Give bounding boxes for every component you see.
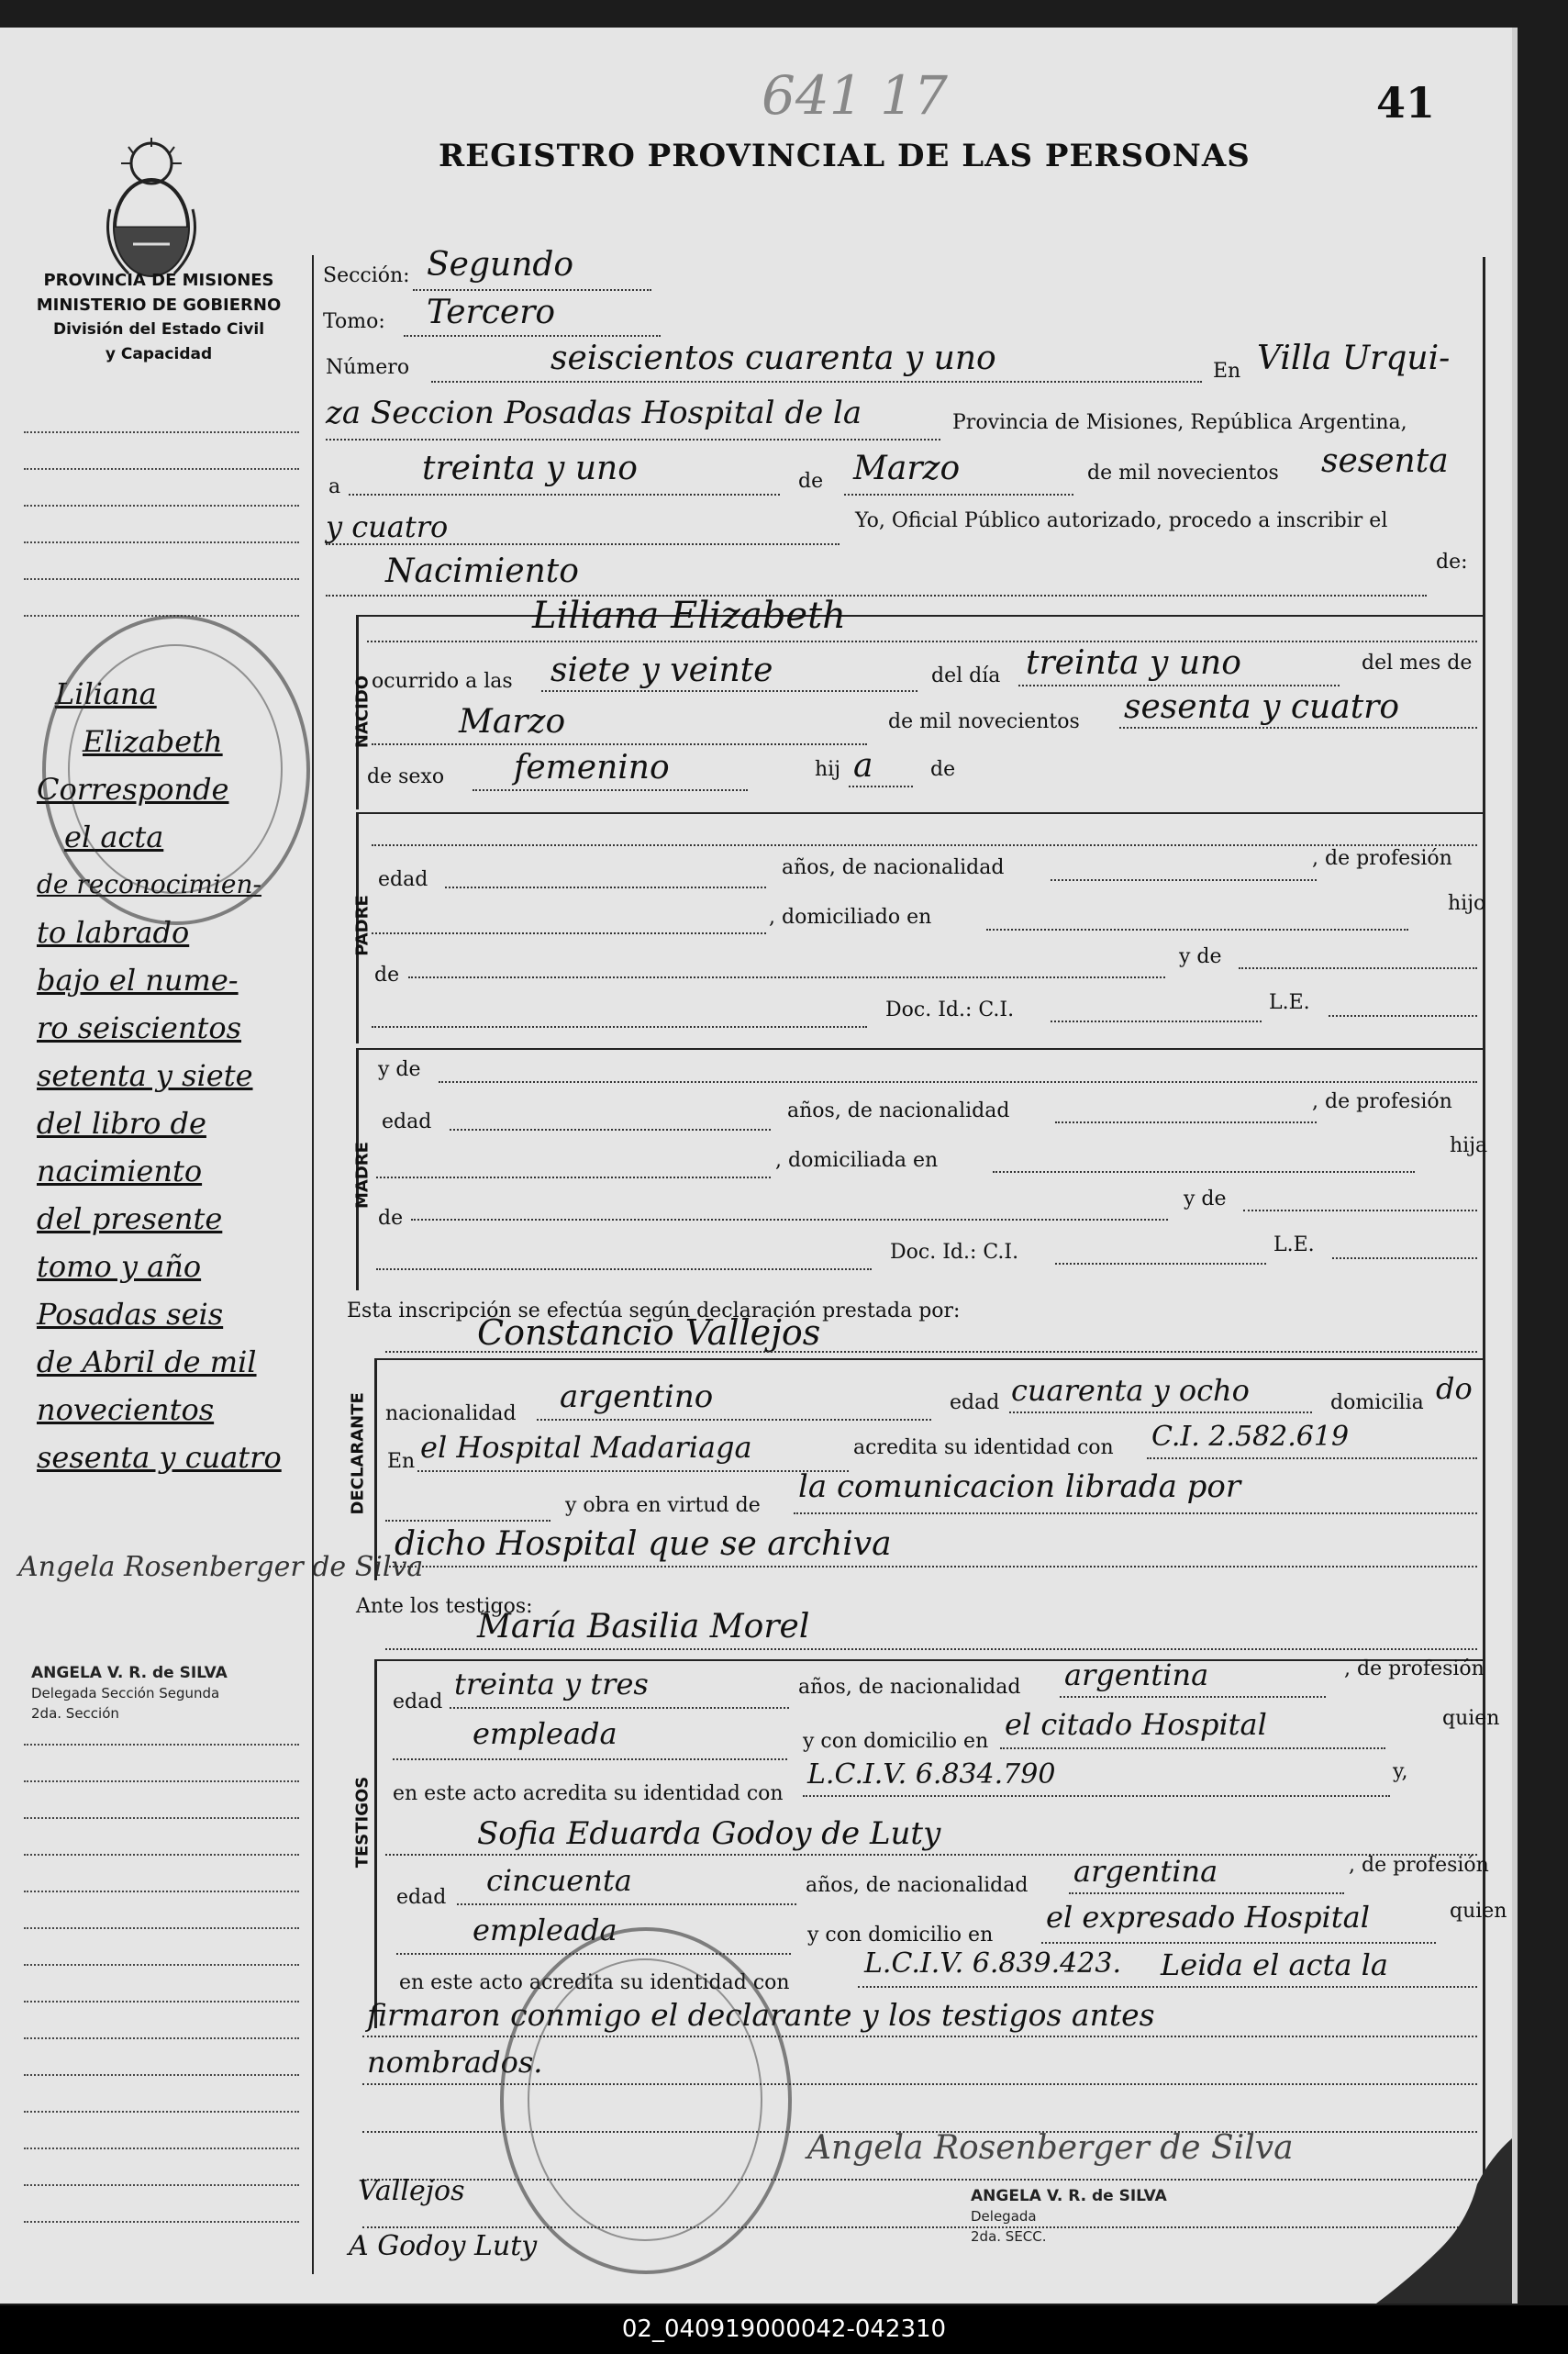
t2-nacionalidad-value: argentina xyxy=(1073,1854,1218,1889)
field-line xyxy=(362,2226,1477,2228)
margin-rule xyxy=(24,2037,299,2039)
de-label-2: de xyxy=(930,758,956,781)
numero-value: seiscientos cuarenta y uno xyxy=(550,340,996,377)
de-mil-label-2: de mil novecientos xyxy=(888,710,1080,733)
field-line xyxy=(372,1026,867,1028)
dia-nac-value: treinta y uno xyxy=(1026,644,1241,682)
y-de-label-madre-2: y de xyxy=(1184,1188,1227,1210)
domicilia-label: domicilia xyxy=(1330,1391,1424,1414)
field-line xyxy=(1041,1942,1436,1944)
field-line xyxy=(1332,1257,1477,1259)
margin-note-line: el acta xyxy=(64,820,164,854)
declarante-signature: Vallejos xyxy=(358,2175,465,2207)
field-line xyxy=(417,1470,849,1472)
field-line xyxy=(385,1351,1477,1353)
margin-note-line: nacimiento xyxy=(37,1154,203,1188)
profesion-label-t1: , de profesión xyxy=(1344,1657,1485,1680)
field-line xyxy=(445,887,766,888)
field-line xyxy=(431,381,1202,383)
nacido-label: NACIDO xyxy=(352,675,373,749)
margin-rule xyxy=(24,2184,299,2186)
mes-nac-value: Marzo xyxy=(459,703,566,741)
acto-value: Nacimiento xyxy=(385,552,579,590)
edad-label-t2: edad xyxy=(396,1886,447,1909)
anio-value-1: sesenta xyxy=(1321,442,1449,480)
field-line xyxy=(372,932,766,934)
acredita-label-decl: acredita su identidad con xyxy=(853,1436,1114,1459)
testigos-label: TESTIGOS xyxy=(352,1776,373,1869)
margin-note-line: Corresponde xyxy=(37,772,229,807)
field-line xyxy=(411,1219,1168,1221)
t1-nacionalidad-value: argentina xyxy=(1064,1657,1209,1692)
en-label: En xyxy=(1213,360,1241,383)
t1-documento-value: L.C.I.V. 6.834.790 xyxy=(807,1758,1056,1791)
de-label: de xyxy=(798,470,824,493)
acto-label-t2: en este acto acredita su identidad con xyxy=(399,1971,790,1994)
field-line xyxy=(372,743,867,745)
field-line xyxy=(993,1171,1415,1173)
decl-documento-value: C.I. 2.582.619 xyxy=(1151,1421,1350,1453)
nacionalidad-label-t1: años, de nacionalidad xyxy=(798,1676,1021,1699)
padre-label: PADRE xyxy=(352,895,373,956)
delegate-stamp-bottom xyxy=(971,2186,1167,2247)
margin-note-line: setenta y siete xyxy=(37,1058,253,1093)
field-line xyxy=(1147,1457,1477,1459)
nacionalidad-label-t2: años, de nacionalidad xyxy=(806,1874,1029,1897)
office-line: PROVINCIA DE MISIONES xyxy=(43,271,274,290)
field-line xyxy=(1009,1411,1312,1413)
nacionalidad-label-madre: años, de nacionalidad xyxy=(787,1099,1010,1122)
decl-domicilio-value: el Hospital Madariaga xyxy=(420,1430,752,1465)
field-line xyxy=(794,1512,1477,1514)
field-line xyxy=(844,494,1073,496)
testigos-intro-label: Ante los testigos: xyxy=(356,1595,533,1618)
margin-rule xyxy=(24,1744,299,1746)
field-line xyxy=(1018,685,1340,686)
field-line xyxy=(326,595,1427,597)
lugar-value-1: Villa Urqui- xyxy=(1257,340,1451,377)
y-label-t1: y, xyxy=(1393,1760,1408,1783)
edad-label-madre: edad xyxy=(382,1110,432,1133)
margin-note-line: Liliana xyxy=(55,676,157,711)
margin-signature: Angela Rosenberger de Silva xyxy=(18,1551,424,1583)
numero-label: Número xyxy=(326,356,410,379)
margin-note-line: to labrado xyxy=(37,915,190,950)
cierre-line-2: firmaron conmigo el declarante y los testigos antes xyxy=(367,1997,1155,2033)
office-line: y Capacidad xyxy=(105,345,213,363)
quien-label-t2: quien xyxy=(1450,1900,1507,1923)
field-line xyxy=(1055,1121,1317,1123)
field-line xyxy=(1069,1892,1344,1894)
ocurrido-label: ocurrido a las xyxy=(372,670,513,693)
office-line: MINISTERIO DE GOBIERNO xyxy=(36,296,282,315)
delegate-stamp xyxy=(31,1663,228,1724)
field-line xyxy=(367,641,1477,642)
stamp-line: 2da. SECC. xyxy=(971,2228,1047,2245)
field-line xyxy=(450,1707,789,1709)
hora-value: siete y veinte xyxy=(550,652,773,689)
edad-label-t1: edad xyxy=(393,1690,443,1713)
field-line xyxy=(858,1986,1477,1988)
margin-rule xyxy=(24,578,299,580)
testigo-signature: A Godoy Luty xyxy=(349,2230,538,2262)
de-colon-label: de: xyxy=(1436,551,1468,574)
margin-rule xyxy=(24,2111,299,2113)
a-label: a xyxy=(328,475,341,498)
edad-label-padre: edad xyxy=(378,868,428,891)
obra-value-2: dicho Hospital que se archiva xyxy=(395,1525,892,1563)
edad-label-decl: edad xyxy=(950,1391,1000,1414)
margin-note-line: bajo el nume- xyxy=(37,963,239,998)
seccion-label: Sección: xyxy=(323,264,410,287)
stamp-line: ANGELA V. R. de SILVA xyxy=(971,2187,1167,2205)
field-line xyxy=(408,976,1165,978)
profesion-label-t2: , de profesión xyxy=(1349,1854,1489,1877)
archive-number: 641 17 xyxy=(762,64,948,127)
field-line xyxy=(385,1648,1477,1650)
margin-rule xyxy=(24,505,299,507)
margin-note-line: tomo y año xyxy=(37,1249,202,1284)
stamp-line: Delegada Sección Segunda xyxy=(31,1685,220,1701)
field-line xyxy=(986,929,1408,931)
de-mil-label: de mil novecientos xyxy=(1087,462,1279,485)
t1-profesion-value: empleada xyxy=(473,1716,617,1751)
testigo2-name: Sofia Eduarda Godoy de Luty xyxy=(477,1815,941,1852)
margin-rule xyxy=(24,1854,299,1856)
dia-value: treinta y uno xyxy=(422,450,638,487)
margin-rule xyxy=(24,2001,299,2003)
obra-label: y obra en virtud de xyxy=(565,1494,761,1517)
field-line xyxy=(1051,879,1317,881)
t2-documento-value: L.C.I.V. 6.839.423. xyxy=(864,1947,1121,1980)
cierre-line-1: Leida el acta la xyxy=(1161,1947,1388,1982)
decl-domicilio-suffix: do xyxy=(1436,1371,1473,1406)
lugar-value-2: za Seccion Posadas Hospital de la xyxy=(326,395,862,431)
official-seal-stamp xyxy=(42,615,310,925)
margin-rule xyxy=(24,1927,299,1929)
certificate-page xyxy=(0,28,1518,2304)
nombre-value: Liliana Elizabeth xyxy=(532,595,846,637)
field-line xyxy=(1243,1210,1477,1211)
declarante-name: Constancio Vallejos xyxy=(477,1312,821,1353)
t1-edad-value: treinta y tres xyxy=(454,1667,649,1701)
y-de-label-padre: y de xyxy=(1179,945,1222,968)
hija-label: hija xyxy=(1450,1134,1488,1157)
domicilio-label-t1: y con domicilio en xyxy=(803,1730,989,1753)
acto-label-t1: en este acto acredita su identidad con xyxy=(393,1782,784,1805)
margin-note-line: sesenta y cuatro xyxy=(37,1440,282,1475)
en-label-decl: En xyxy=(387,1450,416,1473)
margin-rule xyxy=(24,2148,299,2149)
official-seal-stamp-bottom xyxy=(500,1927,792,2274)
sexo-label: de sexo xyxy=(367,765,445,788)
field-line xyxy=(1000,1747,1385,1749)
le-label-padre: L.E. xyxy=(1269,991,1310,1014)
seccion-value: Segundo xyxy=(427,246,574,284)
field-line xyxy=(413,289,651,291)
stamp-line: ANGELA V. R. de SILVA xyxy=(31,1664,228,1682)
oficial-label: Yo, Oficial Público autorizado, procedo a inscribir el xyxy=(855,509,1388,532)
field-line xyxy=(1239,967,1477,969)
margin-note-line: de reconocimien- xyxy=(37,869,261,899)
stamp-line: 2da. Sección xyxy=(31,1705,119,1722)
obra-value-1: la comunicacion librada por xyxy=(798,1468,1241,1505)
field-line xyxy=(376,1177,771,1178)
field-line xyxy=(473,789,748,791)
domicilio-label-t2: y con domicilio en xyxy=(807,1924,994,1947)
field-line xyxy=(1055,1263,1266,1265)
domiciliado-label: , domiciliado en xyxy=(769,906,932,929)
margin-note-line: novecientos xyxy=(37,1392,215,1427)
field-line xyxy=(385,1520,550,1522)
margin-rule xyxy=(24,541,299,543)
field-line xyxy=(1119,727,1477,729)
le-label-madre: L.E. xyxy=(1273,1233,1315,1256)
field-line xyxy=(457,1903,796,1905)
document-title: REGISTRO PROVINCIAL DE LAS PERSONAS xyxy=(439,138,1251,174)
margin-rule xyxy=(24,1817,299,1819)
t2-profesion-value: empleada xyxy=(473,1913,617,1947)
stamp-line: Delegada xyxy=(971,2208,1037,2225)
t2-edad-value: cincuenta xyxy=(486,1863,632,1898)
field-line xyxy=(376,1268,872,1270)
nacionalidad-label-padre: años, de nacionalidad xyxy=(782,856,1005,879)
margin-rule xyxy=(24,1891,299,1892)
t1-domicilio-value: el citado Hospital xyxy=(1005,1707,1267,1742)
domiciliada-label: , domiciliada en xyxy=(775,1149,939,1172)
anio-nac-value: sesenta y cuatro xyxy=(1124,688,1400,726)
de-label-madre: de xyxy=(378,1207,404,1230)
margin-note-line: ro seiscientos xyxy=(37,1010,241,1045)
field-line xyxy=(385,1566,1477,1567)
tomo-value: Tercero xyxy=(427,294,556,331)
margin-rule xyxy=(24,2074,299,2076)
de-label-padre: de xyxy=(374,964,400,987)
margin-note-line: Posadas seis xyxy=(37,1297,224,1332)
mes-value: Marzo xyxy=(853,450,961,487)
field-line xyxy=(326,439,940,441)
t2-domicilio-value: el expresado Hospital xyxy=(1046,1900,1370,1935)
anio-value-2: y cuatro xyxy=(326,509,449,544)
field-line xyxy=(803,1795,1390,1797)
field-line xyxy=(326,543,840,545)
field-line xyxy=(349,494,780,496)
margin-rule xyxy=(24,2221,299,2223)
field-line xyxy=(450,1129,771,1131)
profesion-label-madre: , de profesión xyxy=(1312,1090,1452,1113)
hij-label: hij xyxy=(815,758,841,781)
del-dia-label: del día xyxy=(931,664,1001,687)
decl-edad-value: cuarenta y ocho xyxy=(1011,1373,1250,1408)
tomo-label: Tomo: xyxy=(323,310,385,333)
issuing-office xyxy=(17,268,301,367)
field-line xyxy=(385,1854,1477,1856)
field-line xyxy=(1060,1696,1326,1698)
field-line xyxy=(537,1419,931,1421)
hij-value: a xyxy=(853,747,873,785)
y-de-label-madre: y de xyxy=(378,1058,421,1081)
official-signature: Angela Rosenberger de Silva xyxy=(807,2129,1294,2167)
hijo-label: hijo xyxy=(1448,892,1486,915)
sexo-value: femenino xyxy=(514,749,670,787)
inscripcion-label: Esta inscripción se efectúa según declaración prestada por: xyxy=(347,1300,961,1322)
del-mes-label: del mes de xyxy=(1362,652,1473,675)
margin-note-line: del libro de xyxy=(37,1106,206,1141)
profesion-label-padre: , de profesión xyxy=(1312,847,1452,870)
content-border xyxy=(312,255,314,2274)
field-line xyxy=(439,1081,1477,1083)
margin-rule xyxy=(24,1780,299,1782)
field-line xyxy=(372,844,1477,846)
page-number: 41 xyxy=(1376,78,1436,128)
nacionalidad-label-decl: nacionalidad xyxy=(385,1402,517,1425)
field-line xyxy=(404,335,661,337)
doc-label-madre: Doc. Id.: C.I. xyxy=(890,1241,1019,1264)
field-line xyxy=(1329,1015,1477,1017)
margin-rule xyxy=(24,431,299,433)
margin-note-line: de Abril de mil xyxy=(37,1344,257,1379)
declarante-label: DECLARANTE xyxy=(348,1392,368,1515)
office-line: División del Estado Civil xyxy=(52,320,265,339)
margin-rule xyxy=(24,468,299,470)
margin-note-line: Elizabeth xyxy=(83,724,223,759)
field-line xyxy=(1051,1021,1262,1022)
field-line xyxy=(393,1758,787,1760)
madre-label: MADRE xyxy=(352,1142,373,1209)
torn-corner-shadow xyxy=(1358,2138,1512,2304)
quien-label-t1: quien xyxy=(1442,1707,1500,1730)
decl-nacionalidad-value: argentino xyxy=(560,1378,714,1415)
provincia-label: Provincia de Misiones, República Argentina, xyxy=(952,411,1407,434)
field-line xyxy=(541,690,917,692)
margin-rule xyxy=(24,1964,299,1966)
testigo1-name: María Basilia Morel xyxy=(477,1608,810,1646)
margin-note-line: del presente xyxy=(37,1201,223,1236)
field-line xyxy=(849,786,913,787)
film-reference-label: 02_040919000042-042310 xyxy=(0,2305,1568,2354)
cierre-line-3: nombrados. xyxy=(367,2045,543,2080)
doc-label-padre: Doc. Id.: C.I. xyxy=(885,998,1015,1021)
